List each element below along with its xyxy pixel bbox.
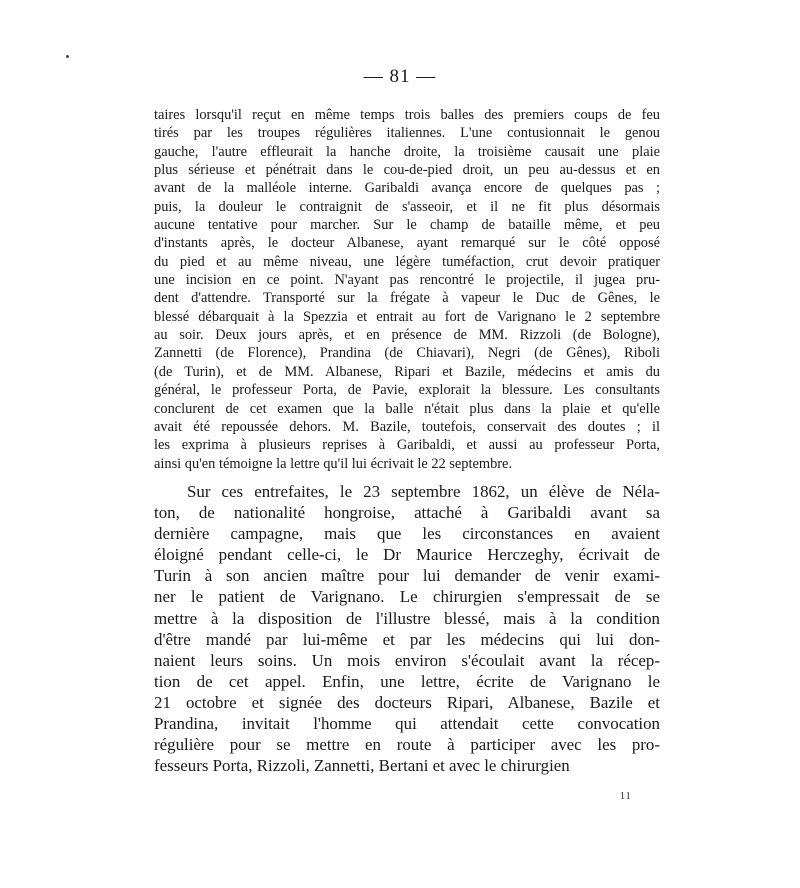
text-line: tirés par les troupes régulières italiennes. L'une contusionnait le genou bbox=[154, 125, 660, 142]
text-line: ner le patient de Varignano. Le chirurgien s'empressait de se bbox=[154, 587, 660, 607]
signature-mark: 11 bbox=[620, 791, 632, 802]
paragraph-1 bbox=[154, 106, 660, 473]
text-line: Zannetti (de Florence), Prandina (de Chiavari), Negri (de Gênes), Riboli bbox=[154, 345, 660, 362]
text-line: conclurent de cet examen que la balle n'était plus dans la plaie et qu'elle bbox=[154, 400, 660, 417]
text-line: d'instants après, le docteur Albanese, ayant remarqué sur le côté opposé bbox=[154, 235, 660, 252]
page-number: — 81 — bbox=[363, 66, 437, 87]
text-line: Sur ces entrefaites, le 23 septembre 1862, un élève de Néla- bbox=[187, 482, 660, 501]
text-line: éloigné pendant celle-ci, le Dr Maurice Herczeghy, écrivait de bbox=[154, 545, 660, 565]
text-line: Prandina, invitait l'homme qui attendait cette convocation bbox=[154, 714, 660, 734]
text-line: tion de cet appel. Enfin, une lettre, écrite de Varignano le bbox=[154, 671, 660, 691]
text-line: ton, de nationalité hongroise, attaché à Garibaldi avant sa bbox=[154, 503, 660, 523]
text-line: les exprima à plusieurs reprises à Garibaldi, et aussi au professeur Porta, bbox=[154, 437, 660, 454]
text-line: aucune tentative pour marcher. Sur le champ de bataille même, et peu bbox=[154, 217, 660, 234]
text-line: régulière pour se mettre en route à participer avec les pro- bbox=[154, 735, 660, 755]
text-line: Turin à son ancien maître pour lui demander de venir exami- bbox=[154, 566, 660, 586]
text-line: taires lorsqu'il reçut en même temps trois balles des premiers coups de feu bbox=[154, 107, 660, 123]
text-line: avant de la malléole interne. Garibaldi avança encore de quelques pas ; bbox=[154, 180, 660, 197]
text-line: puis, la douleur le contraignit de s'asseoir, et il ne fit plus désormais bbox=[154, 198, 660, 215]
text-line: d'être mandé par lui-même et par les médecins qui lui don- bbox=[154, 629, 660, 649]
text-line: plus sérieuse et pénétrait dans le cou-de-pied droit, un peu au-dessus et en bbox=[154, 162, 660, 179]
text-line: dernière campagne, mais que les circonstances en avaient bbox=[154, 524, 660, 544]
text-line: une incision en ce point. N'ayant pas rencontré le projectile, il jugea pru- bbox=[154, 272, 660, 289]
text-line: gauche, l'autre effleurait la hanche droite, la troisième causait une plaie bbox=[154, 143, 660, 160]
text-line: du pied et au même niveau, une légère tuméfaction, crut devoir pratiquer bbox=[154, 253, 660, 270]
paragraph-2 bbox=[154, 481, 660, 776]
text-line: naient leurs soins. Un mois environ s'écoulait avant la récep- bbox=[154, 650, 660, 670]
text-line: fesseurs Porta, Rizzoli, Zannetti, Bertani et avec le chirurgien bbox=[154, 756, 570, 776]
text-line: blessé débarquait à la Spezzia et entrait au fort de Varignano le 2 septembre bbox=[154, 308, 660, 325]
text-line: mettre à la disposition de l'illustre blessé, mais à la condition bbox=[154, 608, 660, 628]
text-line: (de Turin), et de MM. Albanese, Ripari et Bazile, médecins et amis du bbox=[154, 363, 660, 380]
ink-speck bbox=[66, 55, 69, 58]
text-line: 21 octobre et signée des docteurs Ripari, Albanese, Bazile et bbox=[154, 692, 660, 712]
text-line: au soir. Deux jours après, et en présence de MM. Rizzoli (de Bologne), bbox=[154, 327, 660, 344]
text-line: dent d'attendre. Transporté sur la frégate à vapeur le Duc de Gênes, le bbox=[154, 290, 660, 307]
text-line: général, le professeur Porta, de Pavie, explorait la blessure. Les consultants bbox=[154, 382, 660, 399]
text-line: avait été repoussée dehors. M. Bazile, toutefois, conservait des doutes ; il bbox=[154, 418, 660, 435]
text-line: ainsi qu'en témoigne la lettre qu'il lui écrivait le 22 septembre. bbox=[154, 455, 513, 472]
